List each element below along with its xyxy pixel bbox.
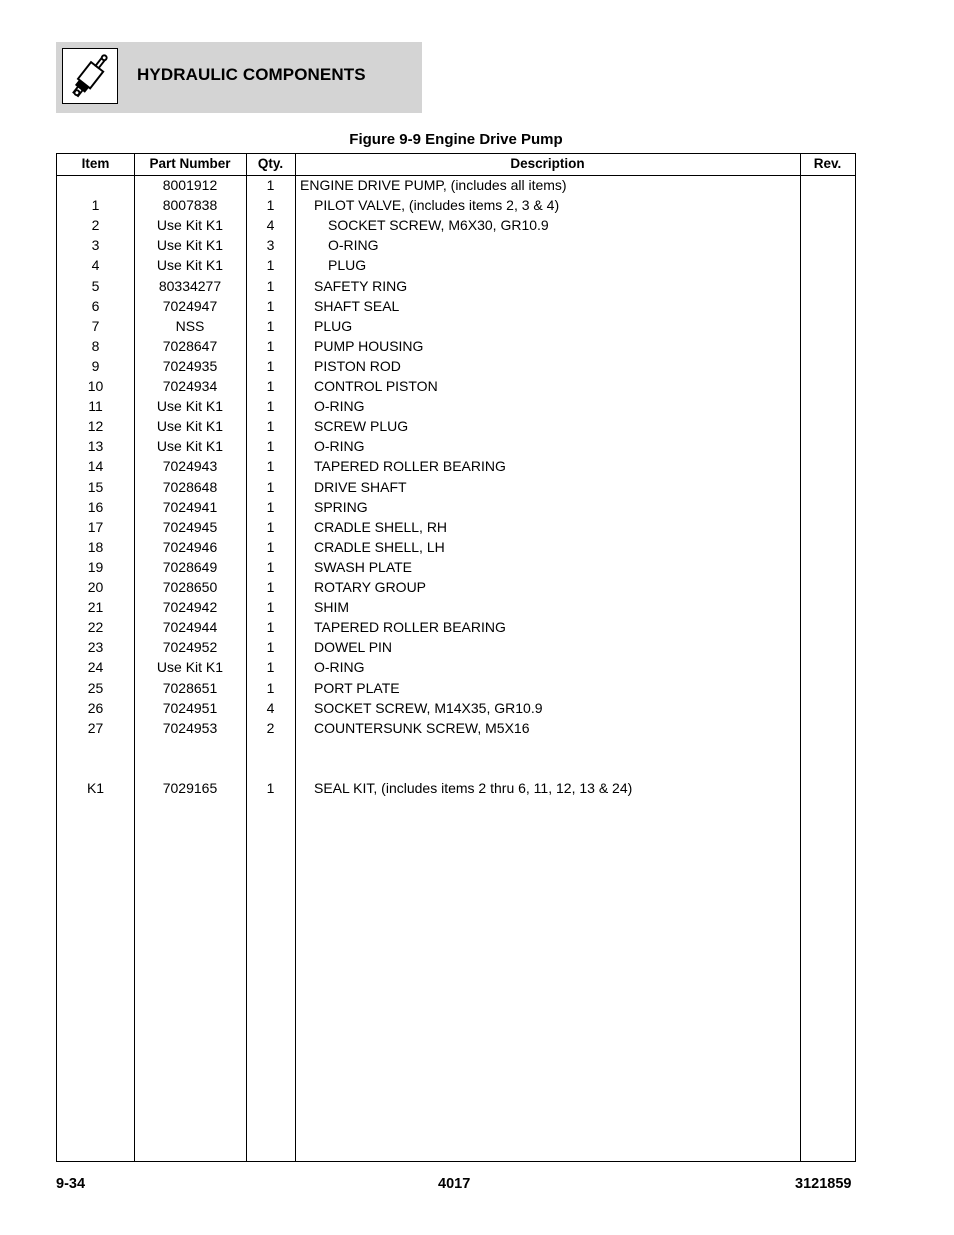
qty-cell: 1: [266, 257, 275, 274]
part-number-cell: 7024941: [162, 498, 218, 515]
part-number-cell: 7024943: [162, 458, 218, 475]
description-cell: O-RING: [314, 659, 365, 676]
part-number-cell: 7028648: [162, 478, 218, 495]
figure-title: Figure 9-9 Engine Drive Pump: [349, 131, 563, 148]
part-number-cell: 80334277: [158, 277, 222, 294]
table-row: [57, 477, 855, 497]
qty-cell: 1: [266, 659, 275, 676]
item-cell: 3: [91, 237, 100, 254]
description-cell: CRADLE SHELL, RH: [314, 518, 448, 535]
item-cell: 15: [87, 478, 104, 495]
part-number-cell: 7024945: [162, 518, 218, 535]
column-header-qty: Qty.: [257, 156, 284, 171]
table-row: [57, 778, 855, 798]
table-row: [57, 617, 855, 637]
qty-cell: 1: [266, 357, 275, 374]
item-cell: 20: [87, 579, 104, 595]
description-cell: ENGINE DRIVE PUMP, (includes all items): [300, 177, 567, 193]
table-row: [57, 657, 855, 677]
item-cell: 25: [87, 679, 104, 696]
qty-cell: 1: [266, 558, 275, 575]
table-row: [57, 678, 855, 698]
item-cell: 10: [87, 378, 104, 394]
table-row: [57, 215, 855, 235]
item-cell: 5: [91, 277, 100, 294]
qty-cell: 1: [266, 538, 275, 555]
qty-cell: 3: [266, 237, 275, 254]
item-cell: 7: [91, 317, 100, 334]
part-number-cell: 8007838: [162, 197, 218, 214]
item-cell: 18: [87, 538, 104, 555]
hydraulic-cylinder-icon: [62, 48, 118, 104]
table-row: [57, 456, 855, 476]
column-header-rev: Rev.: [813, 156, 842, 171]
part-number-cell: 7024953: [162, 719, 218, 736]
part-number-cell: 7024944: [162, 619, 218, 636]
item-cell: 6: [91, 297, 100, 314]
part-number-cell: 7024935: [162, 357, 218, 374]
table-row: [57, 557, 855, 577]
item-cell: 26: [87, 699, 104, 716]
part-number-cell: Use Kit K1: [156, 659, 224, 676]
part-number-cell: 7028650: [162, 579, 218, 595]
description-cell: SPRING: [314, 498, 368, 515]
item-cell: 4: [91, 257, 100, 274]
table-row: [57, 637, 855, 657]
table-row: [57, 376, 855, 396]
qty-cell: 1: [266, 518, 275, 535]
part-number-cell: Use Kit K1: [156, 257, 224, 274]
description-cell: COUNTERSUNK SCREW, M5X16: [314, 719, 530, 736]
item-cell: 12: [87, 418, 104, 435]
item-cell: 17: [87, 518, 104, 535]
part-number-cell: 7024946: [162, 538, 218, 555]
item-cell: 23: [87, 639, 104, 656]
qty-cell: 1: [266, 679, 275, 696]
qty-cell: 1: [266, 619, 275, 636]
description-cell: PLUG: [314, 317, 353, 334]
description-cell: TAPERED ROLLER BEARING: [314, 619, 506, 636]
qty-cell: 1: [266, 579, 275, 595]
table-row: [57, 316, 855, 336]
description-cell: PORT PLATE: [314, 679, 400, 696]
description-cell: PUMP HOUSING: [314, 337, 424, 354]
part-number-cell: 7024942: [162, 599, 218, 616]
description-cell: PISTON ROD: [314, 357, 401, 374]
table-row: [57, 517, 855, 537]
section-title: HYDRAULIC COMPONENTS: [137, 65, 366, 84]
model-number: 4017: [438, 1176, 471, 1192]
description-cell: CRADLE SHELL, LH: [314, 538, 445, 555]
table-row: [57, 698, 855, 718]
manual-number: 3121859: [795, 1176, 852, 1192]
item-cell: 11: [88, 398, 103, 415]
qty-cell: 4: [266, 217, 275, 234]
description-cell: PILOT VALVE, (includes items 2, 3 & 4): [314, 197, 560, 214]
part-number-cell: 7024934: [162, 378, 218, 394]
item-cell: 2: [91, 217, 100, 234]
column-header-part-number: Part Number: [149, 156, 231, 171]
table-row: [57, 718, 855, 738]
item-cell: 27: [87, 719, 104, 736]
item-cell: 9: [91, 357, 100, 374]
description-cell: SEAL KIT, (includes items 2 thru 6, 11, 12, 13 & 24): [314, 780, 633, 796]
part-number-cell: 7024952: [162, 639, 218, 656]
item-cell: 14: [87, 458, 104, 475]
description-cell: SAFETY RING: [314, 277, 408, 294]
qty-cell: 1: [266, 337, 275, 354]
qty-cell: 1: [266, 438, 275, 455]
table-row: [57, 276, 855, 296]
table-row: [57, 436, 855, 456]
table-row: [57, 255, 855, 275]
description-cell: O-RING: [314, 438, 365, 455]
description-cell: SOCKET SCREW, M6X30, GR10.9: [328, 217, 549, 234]
item-cell: 16: [87, 498, 104, 515]
qty-cell: 1: [266, 498, 275, 515]
table-row: [57, 296, 855, 316]
qty-cell: 1: [266, 197, 275, 214]
table-row: [57, 396, 855, 416]
qty-cell: 1: [266, 317, 275, 334]
qty-cell: 1: [266, 599, 275, 616]
description-cell: O-RING: [328, 237, 379, 254]
part-number-cell: NSS: [175, 317, 205, 334]
table-row: [57, 597, 855, 617]
description-cell: O-RING: [314, 398, 365, 415]
description-cell: ROTARY GROUP: [314, 579, 427, 595]
part-number-cell: 7024951: [162, 699, 218, 716]
table-row: [57, 235, 855, 255]
qty-cell: 1: [266, 378, 275, 394]
table-row: [57, 758, 855, 778]
description-cell: DRIVE SHAFT: [314, 478, 407, 495]
qty-cell: 1: [266, 458, 275, 475]
item-cell: 19: [87, 558, 104, 575]
table-row: [57, 336, 855, 356]
item-cell: 13: [87, 438, 104, 455]
qty-cell: 1: [266, 639, 275, 656]
description-cell: DOWEL PIN: [314, 639, 393, 656]
description-cell: CONTROL PISTON: [314, 378, 438, 394]
description-cell: TAPERED ROLLER BEARING: [314, 458, 506, 475]
description-cell: PLUG: [328, 257, 367, 274]
part-number-cell: Use Kit K1: [156, 418, 224, 435]
parts-table: [56, 153, 856, 1162]
table-row: [57, 537, 855, 557]
item-cell: 21: [87, 599, 104, 616]
part-number-cell: 7028651: [162, 679, 218, 696]
qty-cell: 1: [266, 780, 275, 796]
part-number-cell: 8001912: [162, 177, 218, 193]
table-row: [57, 356, 855, 376]
table-row: [57, 497, 855, 517]
part-number-cell: 7028649: [162, 558, 218, 575]
qty-cell: 2: [266, 719, 275, 736]
item-cell: 1: [91, 197, 100, 214]
part-number-cell: Use Kit K1: [156, 438, 224, 455]
column-header-item: Item: [81, 156, 110, 171]
description-cell: SOCKET SCREW, M14X35, GR10.9: [314, 699, 543, 716]
item-cell: 24: [87, 659, 104, 676]
qty-cell: 4: [266, 699, 275, 716]
item-cell: 22: [87, 619, 104, 636]
page-number: 9-34: [56, 1176, 86, 1192]
description-cell: SCREW PLUG: [314, 418, 409, 435]
part-number-cell: Use Kit K1: [156, 237, 224, 254]
qty-cell: 1: [266, 398, 275, 415]
description-cell: SHAFT SEAL: [314, 297, 400, 314]
part-number-cell: 7028647: [162, 337, 218, 354]
part-number-cell: 7024947: [162, 297, 218, 314]
part-number-cell: Use Kit K1: [156, 217, 224, 234]
table-row: [57, 577, 855, 597]
table-row: [57, 416, 855, 436]
qty-cell: 1: [266, 418, 275, 435]
qty-cell: 1: [266, 177, 275, 193]
table-row: [57, 175, 855, 195]
item-cell: K1: [86, 780, 105, 796]
table-row: [57, 195, 855, 215]
description-cell: SHIM: [314, 599, 349, 616]
qty-cell: 1: [266, 297, 275, 314]
item-cell: 8: [91, 337, 100, 354]
part-number-cell: 7029165: [162, 780, 218, 796]
qty-cell: 1: [266, 277, 275, 294]
table-row: [57, 738, 855, 758]
part-number-cell: Use Kit K1: [156, 398, 224, 415]
description-cell: SWASH PLATE: [314, 558, 413, 575]
column-header-description: Description: [510, 156, 585, 171]
qty-cell: 1: [266, 478, 275, 495]
